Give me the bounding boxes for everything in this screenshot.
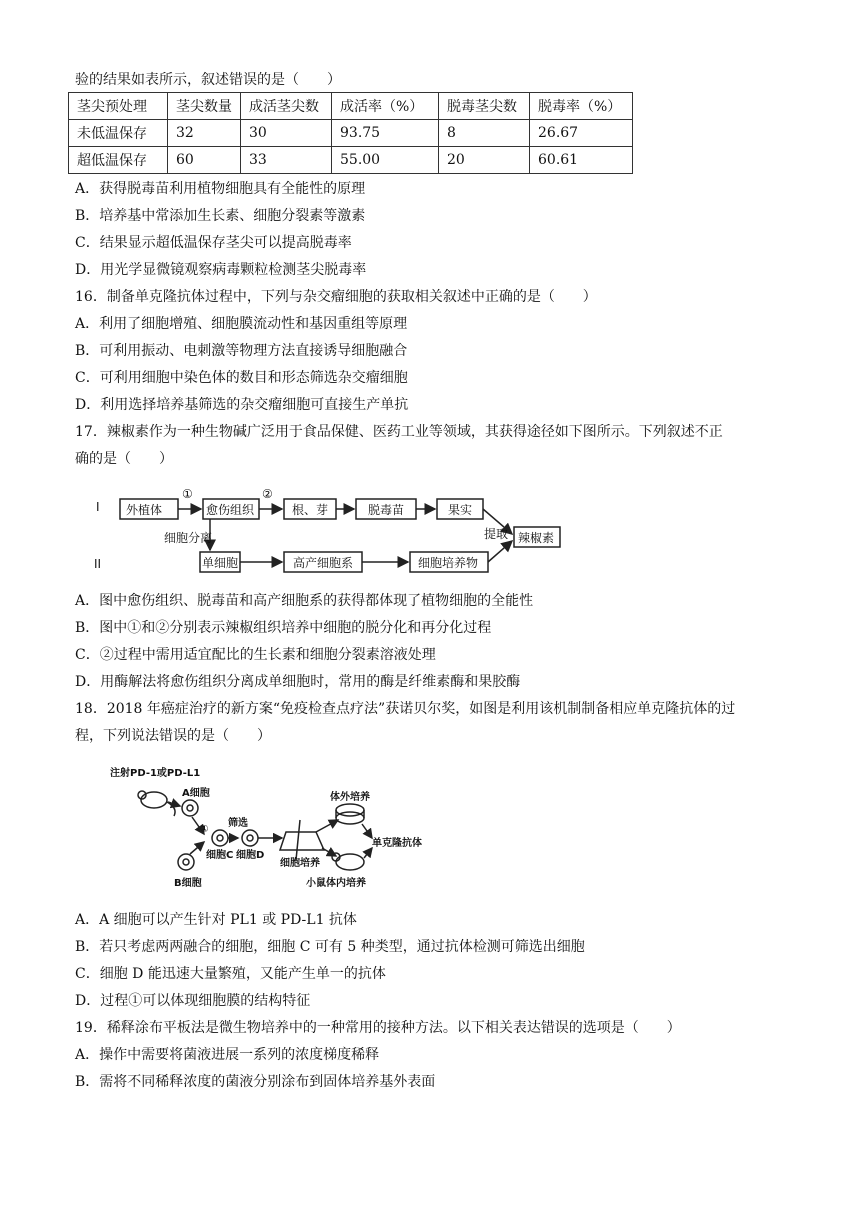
q18-option-b: B．若只考虑两两融合的细胞，细胞 C 可有 5 种类型，通过抗体检测可筛选出细胞 (75, 939, 585, 955)
route-label-1: I (96, 500, 100, 514)
table-cell: 60.61 (530, 147, 633, 174)
q17-stem-line1: 17．辣椒素作为一种生物碱广泛用于食品保健、医药工业等领域，其获得途径如下图所示。下列叙述不正 (75, 424, 723, 440)
capsaicin-pathway-diagram (88, 484, 578, 584)
root-bud-label: 根、芽 (292, 503, 329, 517)
q17-option-d: D．用酶解法将愈伤组织分离成单细胞时，常用的酶是纤维素酶和果胶酶 (75, 674, 521, 690)
table-cell: 60 (168, 147, 241, 174)
q16-option-b: B．可利用振动、电刺激等物理方法直接诱导细胞融合 (75, 343, 408, 359)
result-table (68, 92, 633, 174)
q15-option-a: A．获得脱毒苗利用植物细胞具有全能性的原理 (75, 181, 366, 197)
a-cell-icon (182, 800, 198, 816)
fruit-label: 果实 (448, 503, 473, 517)
screen-label: 筛选 (228, 818, 248, 829)
cell-c-label: 细胞C (206, 850, 234, 861)
table-cell: 8 (439, 120, 530, 147)
table-cell: 26.67 (530, 120, 633, 147)
q18-stem-line2: 程，下列说法错误的是（ ） (75, 728, 271, 744)
table-header-row (69, 93, 633, 120)
q18-stem-line1: 18．2018 年癌症治疗的新方案“免疫检查点疗法”获诺贝尔奖，如图是利用该机制制备相应单克隆抗体的过 (75, 701, 736, 717)
cell-separation-label: 细胞分离 (164, 531, 213, 545)
q16-stem: 16．制备单克隆抗体过程中，下列与杂交瘤细胞的获取相关叙述中正确的是（ ） (75, 289, 597, 305)
cell-c-icon (212, 830, 228, 846)
table-header-cell: 茎尖数量 (168, 93, 241, 120)
step-1-label: ① (182, 487, 193, 501)
q15-option-d: D．用光学显微镜观察病毒颗粒检测茎尖脱毒率 (75, 262, 367, 278)
extract-label: 提取 (484, 527, 509, 541)
mouse-culture-label: 小鼠体内培养 (306, 878, 366, 889)
cell-culture-label: 细胞培养物 (418, 556, 479, 570)
step-1-label: ① (200, 824, 209, 835)
q17-option-a: A．图中愈伤组织、脱毒苗和高产细胞系的获得都体现了植物细胞的全能性 (75, 593, 534, 609)
q15-option-b: B．培养基中常添加生长素、细胞分裂素等激素 (75, 208, 366, 224)
table-header-cell: 茎尖预处理 (69, 93, 168, 120)
in-vitro-label: 体外培养 (330, 792, 370, 803)
q17-option-b: B．图中①和②分别表示辣椒组织培养中细胞的脱分化和再分化过程 (75, 620, 492, 636)
table-header-cell: 成活率（%） (332, 93, 439, 120)
table-header-cell: 脱毒茎尖数 (439, 93, 530, 120)
q19-stem: 19．稀释涂布平板法是微生物培养中的一种常用的接种方法。以下相关表达错误的选项是（ ） (75, 1020, 681, 1036)
cell-d-label: 细胞D (236, 850, 265, 861)
capsaicin-label: 辣椒素 (518, 531, 555, 545)
table-cell: 33 (241, 147, 332, 174)
table-header-cell: 脱毒率（%） (530, 93, 633, 120)
callus-label: 愈伤组织 (206, 503, 255, 517)
table-row (69, 120, 633, 147)
explant-label: 外植体 (126, 503, 163, 517)
table-cell: 93.75 (332, 120, 439, 147)
cell-culture-label: 细胞培养 (280, 858, 320, 869)
table-row (69, 147, 633, 174)
mouse-icon (141, 792, 167, 808)
culture-flask-icon (280, 832, 324, 850)
q16-option-c: C．可利用细胞中染色体的数目和形态筛选杂交瘤细胞 (75, 370, 408, 386)
table-header-cell: 成活茎尖数 (241, 93, 332, 120)
high-yield-line-label: 高产细胞系 (293, 556, 354, 570)
q15-option-c: C．结果显示超低温保存茎尖可以提高脱毒率 (75, 235, 352, 251)
q19-option-a: A．操作中需要将菌液进展一系列的浓度梯度稀释 (75, 1047, 380, 1063)
q19-option-b: B．需将不同稀释浓度的菌液分别涂布到固体培养基外表面 (75, 1074, 436, 1090)
q18-option-c: C．细胞 D 能迅速大量繁殖，又能产生单一的抗体 (75, 966, 386, 982)
cell-d-icon (242, 830, 258, 846)
q17-stem-line2: 确的是（ ） (75, 451, 173, 467)
b-cell-icon (178, 854, 194, 870)
a-cell-label: A细胞 (182, 788, 210, 799)
q16-option-d: D．利用选择培养基筛选的杂交瘤细胞可直接生产单抗 (75, 397, 409, 413)
q18-option-d: D．过程①可以体现细胞膜的结构特征 (75, 993, 311, 1009)
single-cell-label: 单细胞 (202, 556, 239, 570)
table-cell: 55.00 (332, 147, 439, 174)
inject-label: 注射PD-1或PD-L1 (110, 768, 201, 779)
route-label-2: II (94, 557, 102, 571)
virus-free-label: 脱毒苗 (368, 503, 405, 517)
q15-stem: 验的结果如表所示，叙述错误的是（ ） (75, 72, 341, 88)
b-cell-label: B细胞 (174, 878, 202, 889)
table-cell: 20 (439, 147, 530, 174)
q18-option-a: A．A 细胞可以产生针对 PL1 或 PD-L1 抗体 (75, 912, 357, 928)
step-2-label: ② (262, 487, 273, 501)
table-cell: 超低温保存 (69, 147, 168, 174)
mab-label: 单克隆抗体 (372, 838, 422, 849)
table-cell: 32 (168, 120, 241, 147)
q16-option-a: A．利用了细胞增殖、细胞膜流动性和基因重组等原理 (75, 316, 408, 332)
q17-option-c: C．②过程中需用适宜配比的生长素和细胞分裂素溶液处理 (75, 647, 436, 663)
table-cell: 未低温保存 (69, 120, 168, 147)
table-cell: 30 (241, 120, 332, 147)
monoclonal-antibody-diagram (110, 762, 440, 900)
